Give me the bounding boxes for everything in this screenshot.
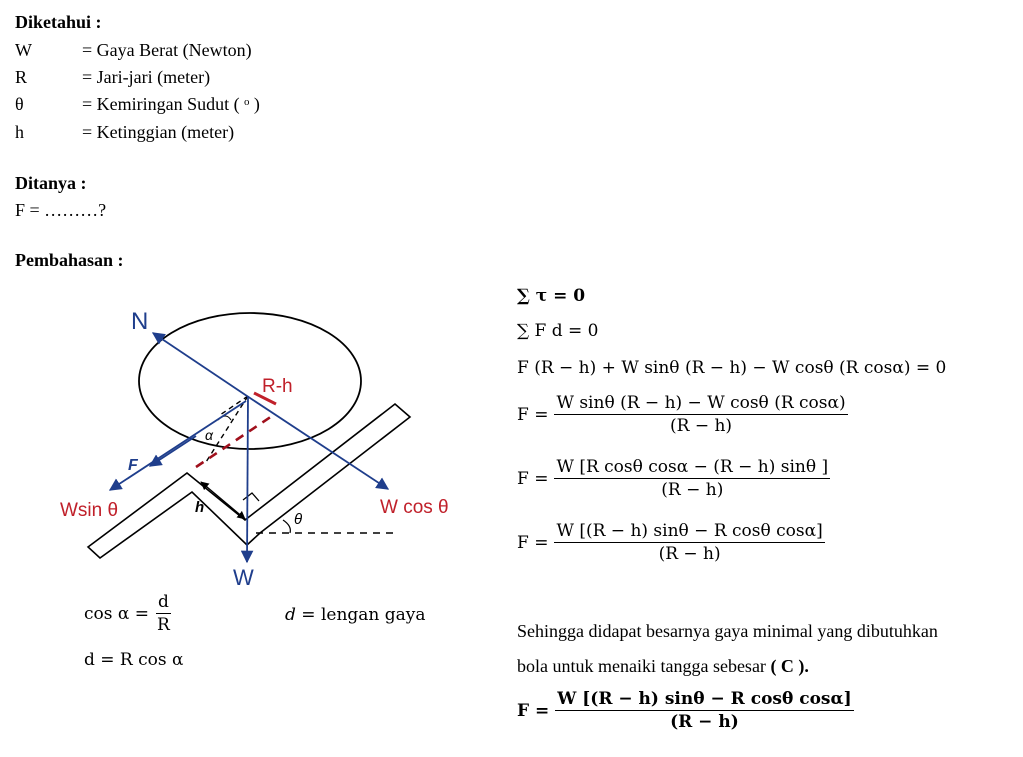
cos-alpha-lhs: cos α = bbox=[84, 603, 150, 624]
final-force-numerator: W [(R − h) sinθ − R cosθ cosα] bbox=[557, 689, 852, 709]
conclusion-line-1: Sehingga didapat besarnya gaya minimal yang dibutuhkan bbox=[517, 621, 938, 641]
cos-alpha-denominator: R bbox=[157, 615, 170, 635]
label-w-cos-theta: W cos θ bbox=[380, 497, 449, 518]
d-equation: d = R cos α bbox=[84, 650, 184, 670]
force-equation-2-denominator: (R − h) bbox=[661, 480, 724, 500]
cos-alpha-definition bbox=[84, 591, 172, 636]
expanded-equation: F (R − h) + W sinθ (R − h) − W cosθ (R cosα) = 0 bbox=[517, 358, 947, 378]
given-heading: Diketahui : bbox=[15, 12, 102, 32]
lever-arm-variable: d bbox=[285, 605, 296, 625]
answer-choice: ( C ). bbox=[770, 656, 809, 676]
given-symbol-h: h bbox=[15, 122, 24, 142]
lever-arm-text: = lengan gaya bbox=[295, 605, 426, 625]
discussion-heading: Pembahasan : bbox=[15, 250, 124, 270]
lever-arm-definition bbox=[285, 604, 426, 626]
normal-force-arrow bbox=[153, 333, 247, 396]
label-w: W bbox=[233, 565, 254, 590]
label-theta: θ bbox=[294, 511, 303, 528]
force-equation-3-lhs: F = bbox=[517, 532, 549, 553]
force-equation-1-denominator: (R − h) bbox=[670, 416, 733, 436]
force-equation-2 bbox=[517, 456, 830, 501]
label-r-minus-h: R-h bbox=[262, 376, 293, 397]
force-equation-1 bbox=[517, 392, 848, 437]
final-force-equation bbox=[517, 688, 854, 733]
conclusion-line-2 bbox=[517, 655, 809, 677]
theta-arc bbox=[283, 520, 290, 533]
radius-dashed-line-2 bbox=[220, 396, 248, 415]
asked-text: F = ………? bbox=[15, 200, 107, 220]
final-force-denominator: (R − h) bbox=[670, 712, 739, 732]
right-angle-marker bbox=[243, 493, 259, 501]
step-outline bbox=[88, 404, 410, 558]
given-definition-h: = Ketinggian (meter) bbox=[82, 122, 235, 142]
force-equation-3 bbox=[517, 520, 825, 565]
label-f: F bbox=[128, 457, 138, 474]
label-n: N bbox=[131, 308, 149, 335]
label-alpha: α bbox=[205, 427, 213, 443]
given-symbol-r: R bbox=[15, 67, 28, 87]
weight-arrow bbox=[247, 396, 248, 562]
asked-heading: Ditanya : bbox=[15, 173, 87, 193]
given-definition-theta: = Kemiringan Sudut ( ᵒ ) bbox=[82, 94, 260, 114]
given-definition-r: = Jari-jari (meter) bbox=[82, 67, 211, 87]
cos-alpha-numerator: d bbox=[157, 592, 169, 612]
label-w-sin-theta: Wsin θ bbox=[60, 500, 119, 521]
moment-equation: ∑ F d = 0 bbox=[517, 321, 599, 341]
given-definition-w: = Gaya Berat (Newton) bbox=[82, 40, 252, 60]
applied-force-arrow bbox=[150, 436, 196, 466]
final-force-lhs: F = bbox=[517, 700, 550, 721]
torque-equation: ∑ τ = 0 bbox=[517, 286, 586, 306]
conclusion-line-2-text: bola untuk menaiki tangga sebesar bbox=[517, 656, 771, 676]
ball-circle bbox=[139, 313, 361, 449]
force-equation-1-numerator: W sinθ (R − h) − W cosθ (R cosα) bbox=[556, 393, 846, 413]
given-symbol-theta: θ bbox=[15, 94, 24, 114]
given-symbol-w: W bbox=[15, 40, 32, 60]
force-equation-1-lhs: F = bbox=[517, 404, 549, 425]
force-equation-3-numerator: W [(R − h) sinθ − R cosθ cosα] bbox=[556, 521, 823, 541]
height-dimension-arrow bbox=[201, 482, 245, 519]
ball-step-diagram bbox=[0, 280, 470, 590]
label-h: h bbox=[195, 499, 205, 516]
force-equation-2-numerator: W [R cosθ cosα − (R − h) sinθ ] bbox=[556, 457, 829, 477]
w-cos-arrow bbox=[247, 396, 388, 489]
w-sin-arrow bbox=[110, 401, 246, 490]
force-equation-2-lhs: F = bbox=[517, 468, 549, 489]
force-equation-3-denominator: (R − h) bbox=[658, 544, 721, 564]
